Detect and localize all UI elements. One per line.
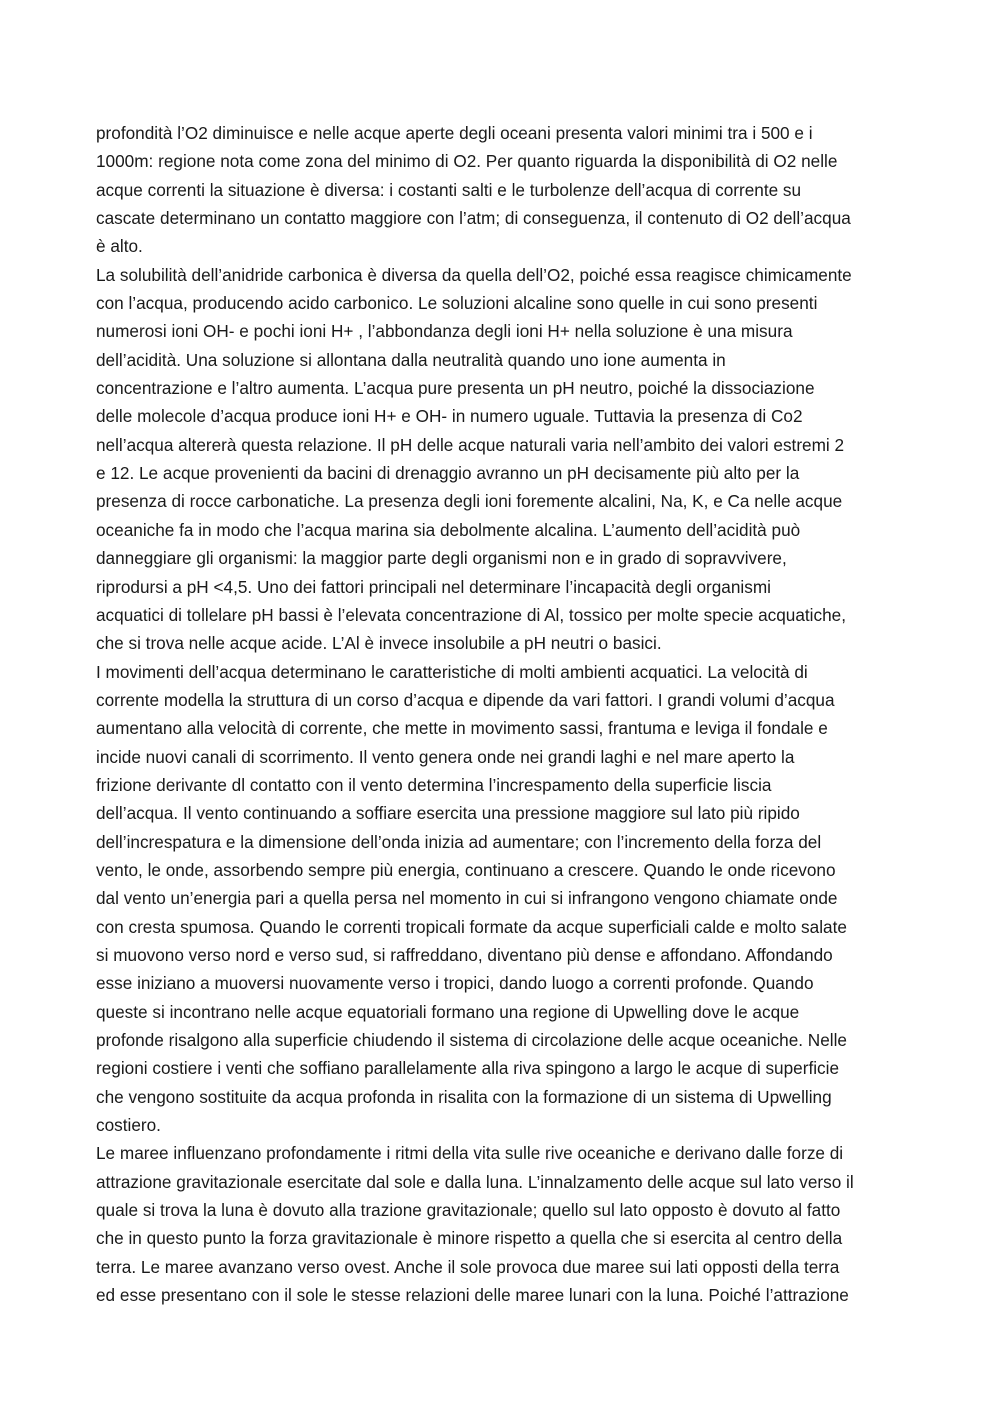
text-line: frizione derivante dl contatto con il vento determina l’increspamento della superficie liscia [96,774,772,795]
text-line: Le maree influenzano profondamente i ritmi della vita sulle rive oceaniche e derivano dalle forze di [96,1143,844,1164]
text-line: danneggiare gli organismi: la maggior parte degli organismi non e in grado di sopravvivere, [96,548,787,569]
text-line: acquatici di tollelare pH bassi è l’elevata concentrazione di Al, tossico per molte specie acquatiche, [96,604,846,625]
text-line: riprodursi a pH <4,5. Uno dei fattori principali nel determinare l’incapacità degli organismi [96,576,771,597]
text-line: aumentano alla velocità di corrente, che mette in movimento sassi, frantuma e leviga il fondale e [96,718,828,739]
text-line: dell’increspatura e la dimensione dell’onda inizia ad aumentare; con l’incremento della forza del [96,831,822,852]
text-line: cascate determinano un contatto maggiore con l’atm; di conseguenza, il contenuto di O2 dell’acqua [96,208,851,229]
text-line: nell’acqua altererà questa relazione. Il pH delle acque naturali varia nell’ambito dei valori estremi 2 [96,434,845,455]
text-line: dal vento un’energia pari a quella persa nel momento in cui si infrangono vengono chiamate onde [96,888,838,909]
text-line: terra. Le maree avanzano verso ovest. Anche il sole provoca due maree sui lati opposti della terra [96,1256,840,1277]
text-line: esse iniziano a muoversi nuovamente verso i tropici, dando luogo a correnti profonde. Quando [96,973,814,994]
text-line: profonde risalgono alla superficie chiudendo il sistema di circolazione delle acque oceaniche. Nelle [96,1030,847,1050]
text-line: La solubilità dell’anidride carbonica è diversa da quella dell’O2, poiché essa reagisce chimicamente [96,264,852,285]
text-line: è alto. [96,236,143,257]
text-line: numerosi ioni OH- e pochi ioni H+ , l’abbondanza degli ioni H+ nella soluzione è una misura [96,321,793,342]
text-line: vento, le onde, assorbendo sempre più energia, continuano a crescere. Quando le onde ricevono [96,859,836,880]
text-line: profondità l’O2 diminuisce e nelle acque aperte degli oceani presenta valori minimi tra i 500 e i [96,123,813,143]
text-line: che si trova nelle acque acide. L’Al è invece insolubile a pH neutri o basici. [96,633,662,654]
text-line: con l’acqua, producendo acido carbonico. Le soluzioni alcaline sono quelle in cui sono presenti [96,293,818,314]
text-line: corrente modella la struttura di un corso d’acqua e dipende da vari fattori. I grandi volumi d’acqua [96,689,835,710]
text-line: con cresta spumosa. Quando le correnti tropicali formate da acque superficiali calde e molto salate [96,916,847,937]
text-line: presenza di rocce carbonatiche. La presenza degli ioni foremente alcalini, Na, K, e Ca nelle acque [96,491,843,512]
text-line: si muovono verso nord e verso sud, si raffreddano, diventano più dense e affondano. Affondando [96,944,833,965]
text-line: dell’acidità. Una soluzione si allontana dalla neutralità quando uno ione aumenta in [96,349,726,370]
text-line: regioni costiere i venti che soffiano parallelamente alla riva spingono a largo le acque di superficie [96,1058,840,1079]
text-line: che in questo punto la forza gravitazionale è minore rispetto a quella che si esercita al centro della [96,1228,843,1249]
text-line: che vengono sostituite da acqua profonda in risalita con la formazione di un sistema di Upwelling [96,1086,832,1107]
text-line: costiero. [96,1115,161,1136]
text-line: dell’acqua. Il vento continuando a soffiare esercita una pressione maggiore sul lato più ripido [96,803,800,824]
text-line: acque correnti la situazione è diversa: i costanti salti e le turbolenze dell’acqua di corrente su [96,179,802,200]
text-line: 1000m: regione nota come zona del minimo di O2. Per quanto riguarda la disponibilità di O2 nelle [96,151,838,172]
text-line: attrazione gravitazionale esercitate dal sole e dalla luna. L’innalzamento delle acque sul lato verso il [96,1171,854,1192]
text-line: queste si incontrano nelle acque equatoriali formano una regione di Upwelling dove le acque [96,1001,800,1022]
text-line: oceaniche fa in modo che l’acqua marina sia debolmente alcalina. L’aumento dell’acidità può [96,519,801,540]
text-line: concentrazione e l’altro aumenta. L’acqua pure presenta un pH neutro, poiché la dissociazione [96,378,815,399]
body-text [96,119,908,1309]
text-line: ed esse presentano con il sole le stesse relazioni delle maree lunari con la luna. Poiché l’attrazione [96,1285,849,1306]
text-line: e 12. Le acque provenienti da bacini di drenaggio avranno un pH decisamente più alto per la [96,463,800,484]
text-line: incide nuovi canali di scorrimento. Il vento genera onde nei grandi laghi e nel mare aperto la [96,746,795,767]
text-line: delle molecole d’acqua produce ioni H+ e OH- in numero uguale. Tuttavia la presenza di Co2 [96,406,803,427]
text-line: quale si trova la luna è dovuto alla trazione gravitazionale; quello sul lato opposto è dovuto al fatto [96,1200,841,1221]
text-line: I movimenti dell’acqua determinano le caratteristiche di molti ambienti acquatici. La velocità di [96,661,808,682]
